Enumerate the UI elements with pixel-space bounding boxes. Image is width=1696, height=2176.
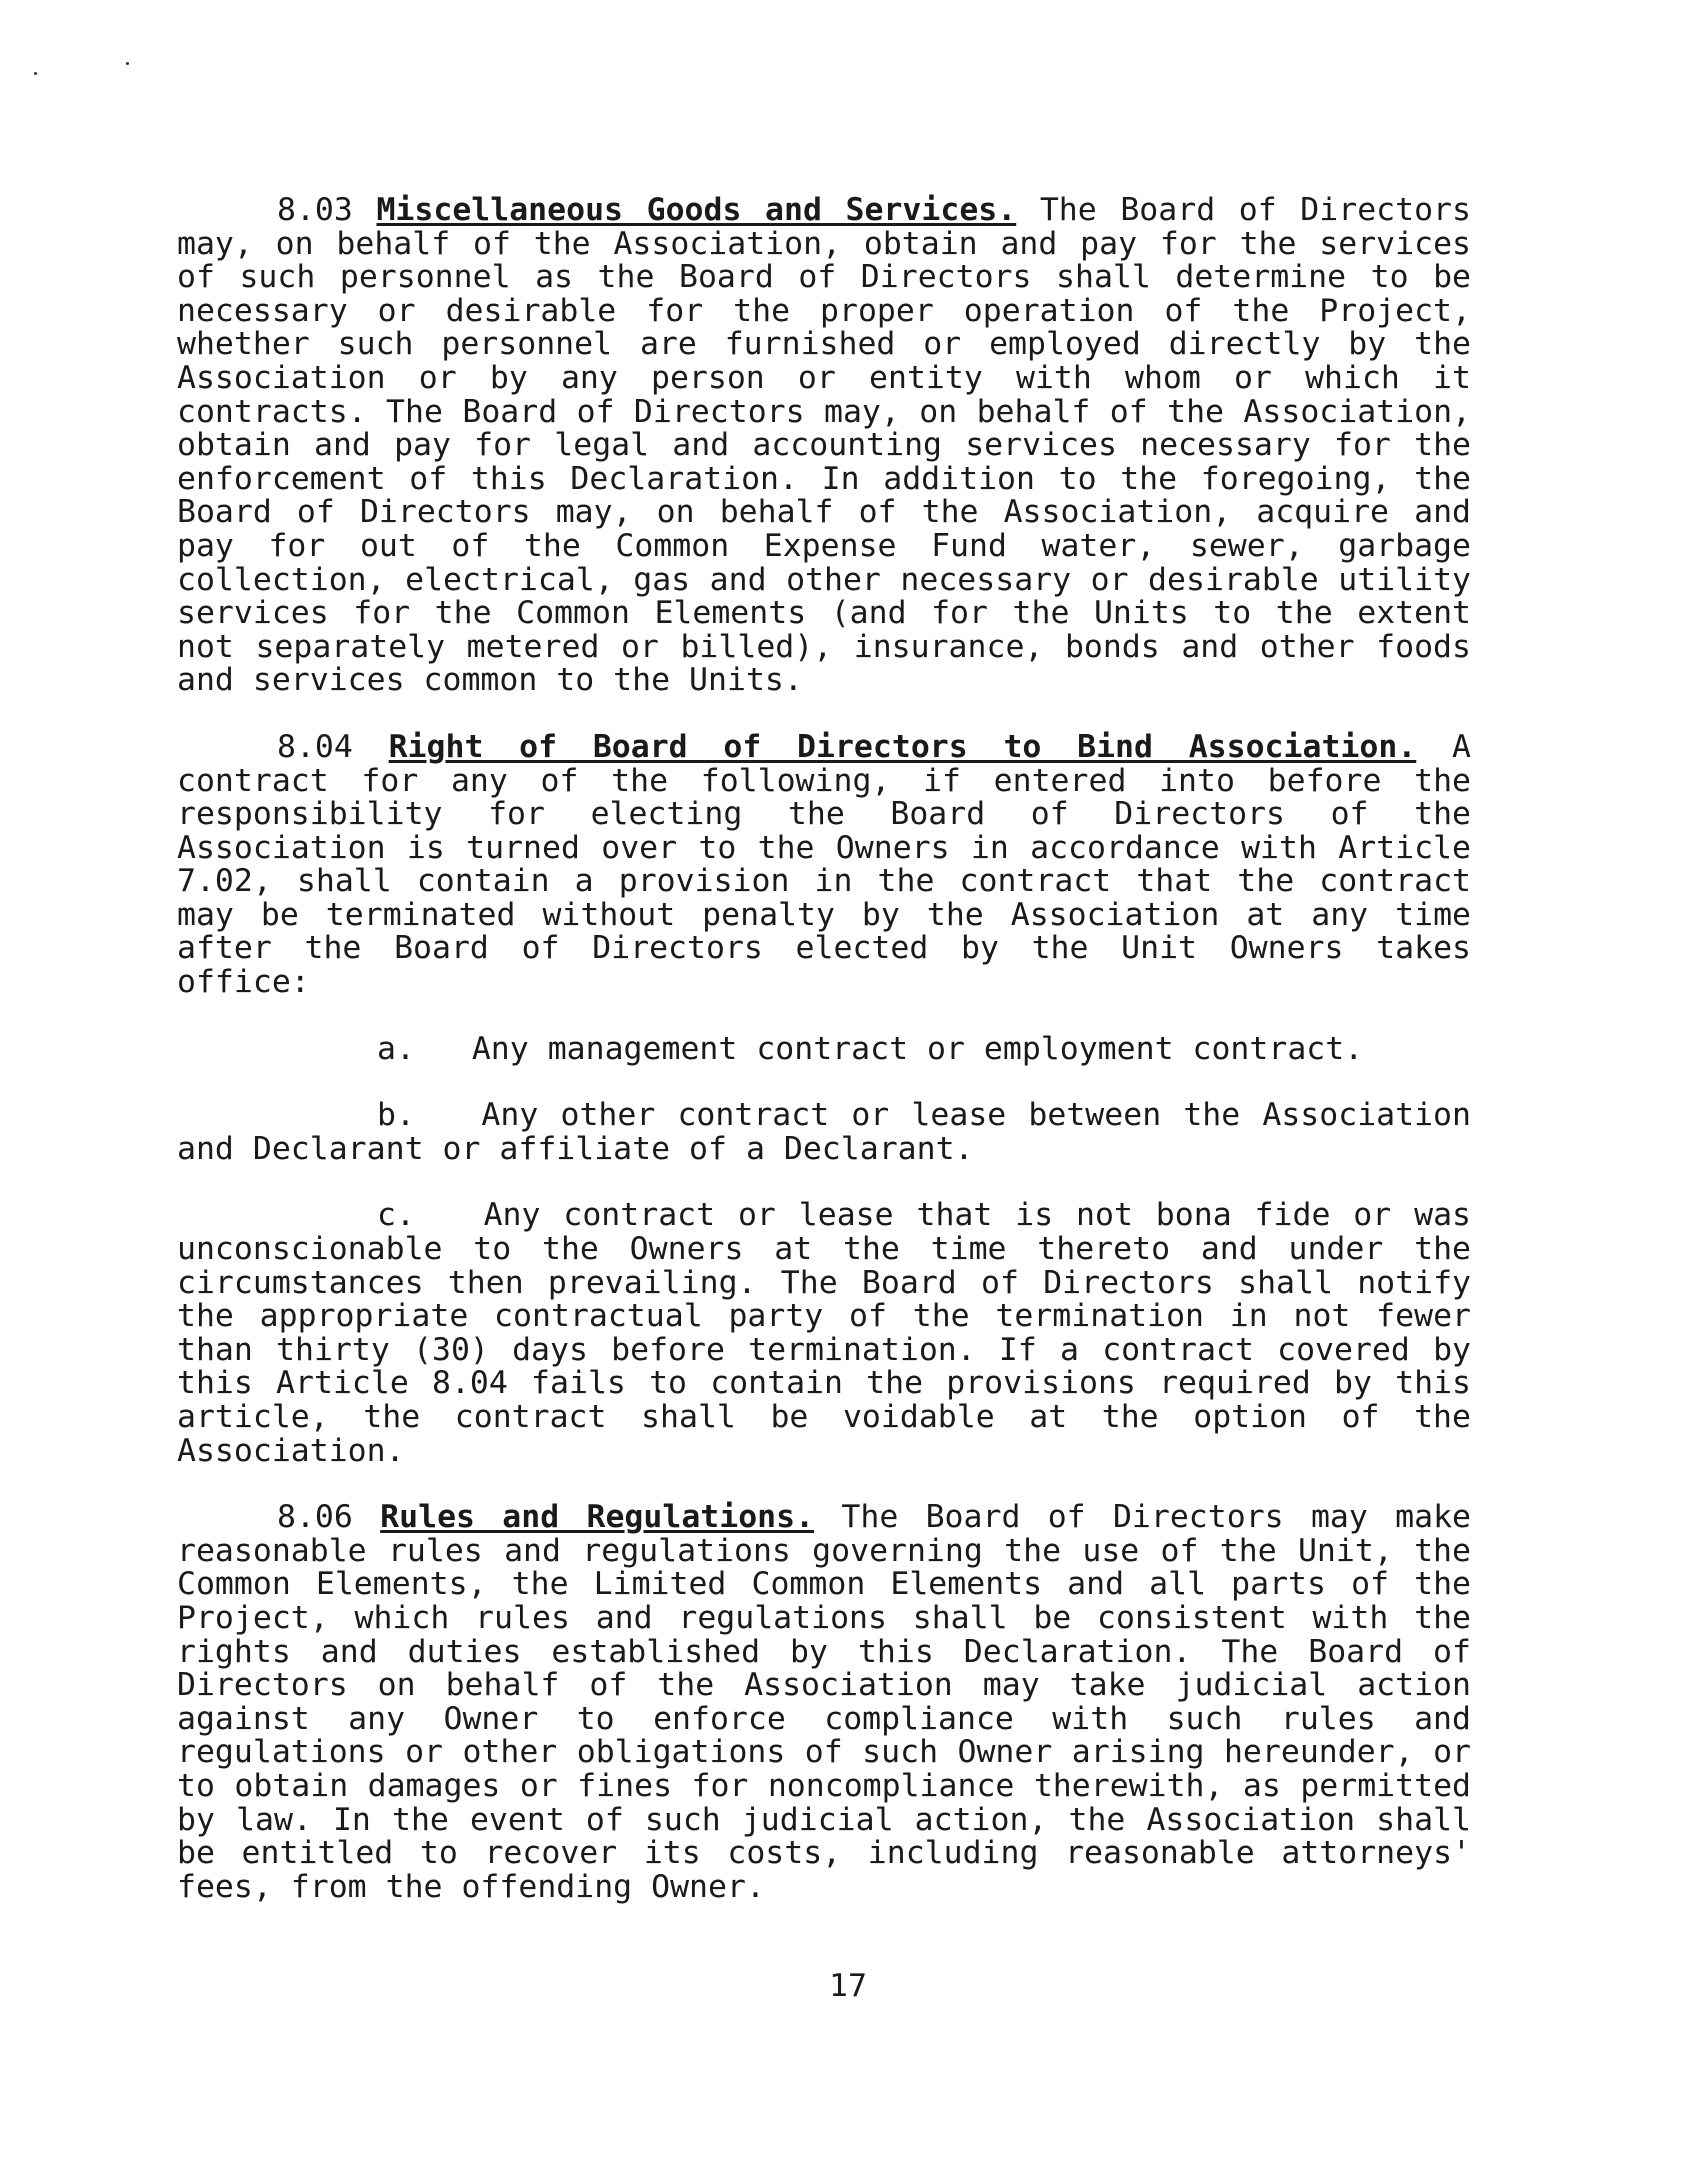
scan-speck	[34, 72, 37, 75]
section-8-04	[177, 728, 1471, 1001]
list-item-a	[177, 1030, 1471, 1067]
section-heading: Miscellaneous Goods and Services.	[376, 192, 1017, 228]
list-item-c	[177, 1199, 1471, 1468]
page-number: 17	[829, 1968, 867, 2004]
item-text: Any contract or lease that is not bona fide or was unconscionable to the Owners at the time thereto and under the circumstances then prevailing. The Board of Directors shall notify the appropriate contractual party of the termination in not fewer than thirty (30) days before termination. If a contract covered by this Article 8.04 fails to contain the provisions required by this article, the contract shall be voidable at the option of the Association.	[177, 1197, 1471, 1469]
section-heading: Rules and Regulations.	[380, 1499, 815, 1536]
document-page	[177, 194, 1471, 1937]
list-item-b	[177, 1099, 1471, 1166]
section-body: The Board of Directors may, on behalf of the Association, obtain and pay for the services of such personnel as the Board of Directors shall determine to be necessary or desirable for the proper operation of the Project, whether such personnel are furnished or employed directly by the Association or by any person or entity with whom or which it contracts. The Board of Directors may, on behalf of the Association, obtain and pay for legal and accounting services necessary for the enforcement of this Declaration. In addition to the foregoing, the Board of Directors may, on behalf of the Association, acquire and pay for out of the Common Expense Fund water, sewer, garbage collection, electrical, gas and other necessary or desirable utility services for the Common Elements (and for the Units to the extent not separately metered or billed), insurance, bonds and other foods and services common to the Units.	[177, 192, 1471, 699]
scan-speck	[126, 62, 129, 65]
item-marker: c.	[377, 1197, 415, 1234]
section-number: 8.06	[277, 1499, 353, 1536]
section-body: The Board of Directors may make reasonable rules and regulations governing the use of the Unit, the Common Elements, the Limited Common Elements and all parts of the Project, which rules and regulations shall be consistent with the rights and duties established by this Declaration. The Board of Directors on behalf of the Association may take judicial action against any Owner to enforce compliance with such rules and regulations or other obligations of such Owner arising hereunder, or to obtain damages or fines for noncompliance therewith, as permitted by law. In the event of such judicial action, the Association shall be entitled to recover its costs, including reasonable attorneys' fees, from the offending Owner.	[177, 1499, 1471, 1905]
item-text: Any other contract or lease between the Association and Declarant or affiliate of a Declarant.	[177, 1097, 1471, 1167]
section-8-03	[177, 194, 1471, 698]
item-text: Any management contract or employment contract.	[471, 1030, 1364, 1067]
section-number: 8.04	[277, 728, 353, 765]
section-8-06	[177, 1501, 1471, 1904]
item-marker: a.	[377, 1030, 415, 1067]
section-number: 8.03	[277, 192, 353, 228]
item-marker: b.	[377, 1097, 415, 1134]
section-body: A contract for any of the following, if entered into before the responsibility for electing the Board of Directors of the Association is turned over to the Owners in accordance with Article 7.02, shall contain a provision in the contract that the contract may be terminated without penalty by the Association at any time after the Board of Directors elected by the Unit Owners takes office:	[177, 728, 1471, 1001]
section-heading: Right of Board of Directors to Bind Association.	[388, 728, 1417, 765]
